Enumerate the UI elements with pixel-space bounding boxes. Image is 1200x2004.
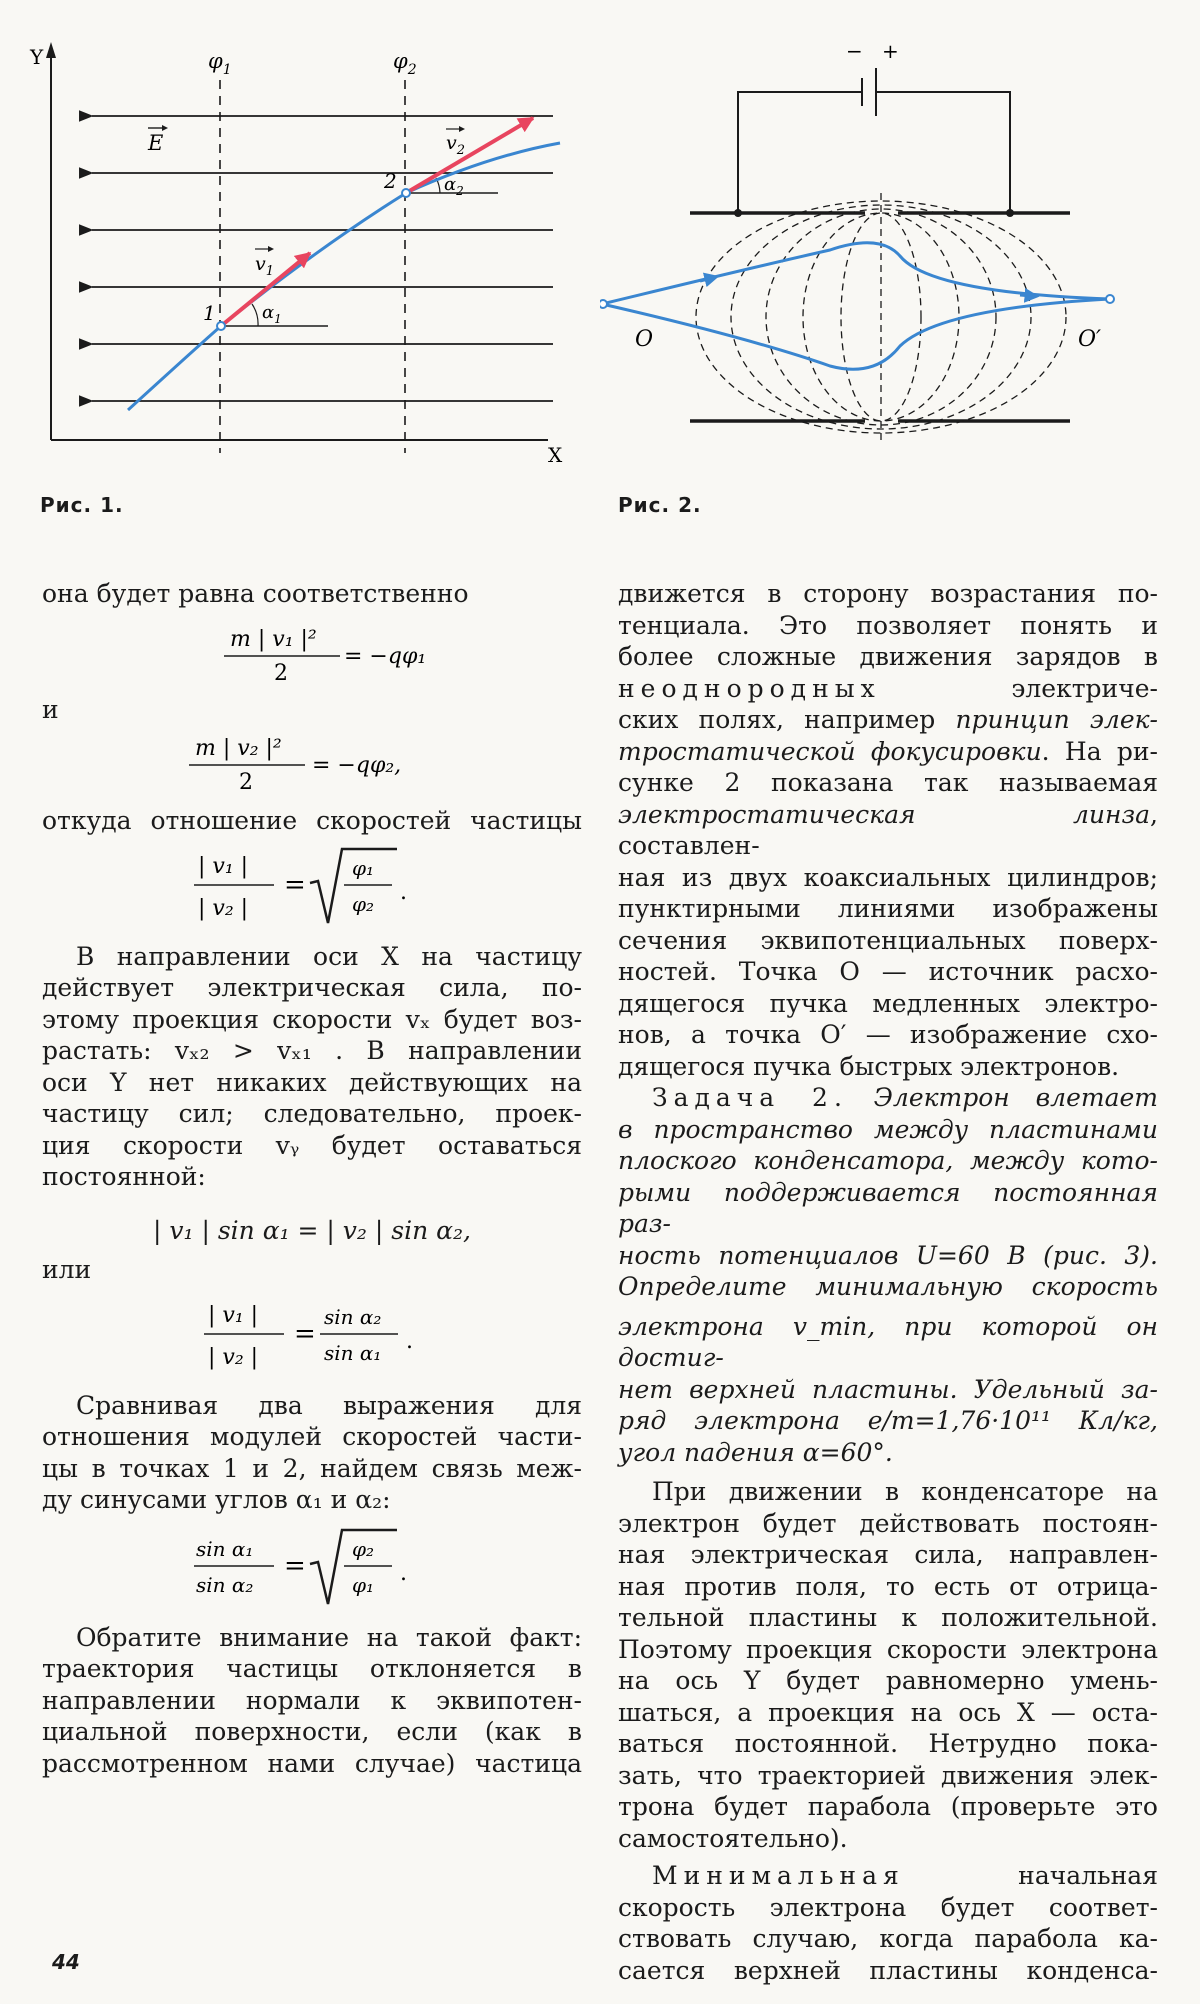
svg-text:1: 1 xyxy=(203,301,216,325)
text-line: неоднородных электриче- xyxy=(618,673,1158,703)
alpha2-label: $\alpha_2$ xyxy=(444,174,464,198)
svg-text:v2: $v_2$ xyxy=(446,132,466,158)
equipotential-surfaces xyxy=(696,193,1066,441)
svg-text:| v₂ |: | v₂ | xyxy=(198,895,249,921)
svg-text:| v₁ |: | v₁ | xyxy=(208,1302,259,1328)
text-line: Определите минимальную скорость xyxy=(618,1272,1158,1301)
svg-text:=: = xyxy=(284,1550,306,1581)
text-line: циальной поверхности, если (как в xyxy=(42,1717,582,1746)
text-line: электрона v_min, при которой он достиг- xyxy=(618,1311,1158,1372)
text-line: цы в точках 1 и 2, найдем связь меж- xyxy=(42,1453,582,1483)
text-line: постоянной: xyxy=(42,1162,206,1191)
text-line: ряд электрона e/m=1,76·10¹¹ Кл/кг, xyxy=(618,1406,1158,1435)
source-point xyxy=(600,300,607,308)
text-line: электростатическая линза, составлен- xyxy=(618,799,1158,860)
svg-text:m | v₂ |²: m | v₂ |² xyxy=(195,736,282,761)
text-line: трона будет парабола (проверьте это xyxy=(618,1792,1158,1821)
equation-2 xyxy=(187,727,437,799)
x-axis-label: X xyxy=(548,443,563,467)
text-line: откуда отношение скоростей частицы xyxy=(42,806,582,835)
right-column xyxy=(618,578,1158,1986)
text-line: сунке 2 показана так называемая xyxy=(618,768,1158,797)
text-line: этому проекция скорости vₓ будет воз- xyxy=(42,1004,582,1034)
battery-circuit xyxy=(738,68,1010,213)
text-line: ду синусами углов α₁ и α₂: xyxy=(42,1485,391,1514)
text-line: отношения модулей скоростей части- xyxy=(42,1422,582,1451)
text-line: оси Y нет никаких действующих на xyxy=(42,1067,582,1097)
point-1 xyxy=(217,322,225,330)
text-line: более сложные движения зарядов в xyxy=(618,642,1158,671)
svg-text:= −qφ₂,: = −qφ₂, xyxy=(312,753,402,778)
field-vector-label xyxy=(147,125,168,155)
text-line: Минимальная начальная xyxy=(652,1861,1158,1890)
figure-1-caption: Рис. 1. xyxy=(40,493,124,517)
alpha1-label: $\alpha_1$ xyxy=(262,302,282,326)
figure-1-field-trajectory xyxy=(28,28,588,468)
text-line: ских полях, например принцип элек- xyxy=(618,705,1159,734)
text-line: ная из двух коаксиальных цилиндров; xyxy=(618,862,1158,892)
image-label: O′ xyxy=(1078,327,1102,352)
equation-1 xyxy=(222,618,442,690)
svg-text:sin α₂: sin α₂ xyxy=(196,1572,254,1597)
phi2-label: $\varphi_2$ xyxy=(393,49,417,78)
text-line: ваться постоянной. Нетрудно пока- xyxy=(618,1729,1158,1758)
text-line: зать, что траекторией движения элек- xyxy=(618,1760,1158,1790)
svg-text:2: 2 xyxy=(384,169,397,193)
task-heading: Задача 2. Электрон влетает xyxy=(652,1083,1158,1112)
text-line: шаться, а проекция на ось X — оста- xyxy=(618,1697,1158,1727)
text-line: ностей. Точка O — источник расхо- xyxy=(618,957,1158,986)
spaced-word: неоднородных xyxy=(618,673,881,703)
text-line: плоского конденсатора, между кото- xyxy=(618,1146,1158,1175)
point-2 xyxy=(402,189,410,197)
svg-text:.: . xyxy=(400,1560,407,1586)
equation-6 xyxy=(192,1522,442,1612)
text-line: на ось Y будет равномерно умень- xyxy=(618,1666,1158,1695)
svg-text:2: 2 xyxy=(274,660,288,686)
equation-3 xyxy=(192,841,422,931)
text-line: рассмотренном нами случае) частица xyxy=(42,1748,582,1778)
velocity-v2-arrow xyxy=(406,118,533,193)
field-lines xyxy=(92,116,553,401)
text-line: ная против поля, то есть от отрица- xyxy=(618,1571,1158,1601)
equation-5 xyxy=(202,1290,432,1380)
text-line: ность потенциалов U=60 В (рис. 3). xyxy=(618,1240,1158,1270)
svg-text:φ₁: φ₁ xyxy=(352,855,375,880)
text-line: скорость электрона будет соответ- xyxy=(618,1892,1158,1922)
text-line: растать: vₓ₂ > vₓ₁ . В направлении xyxy=(42,1036,582,1065)
text-line: или xyxy=(42,1255,92,1284)
text-line: частицу сил; следовательно, проек- xyxy=(42,1099,582,1128)
text-line: сечения эквипотенциальных поверх- xyxy=(618,925,1158,955)
text-line: Сравнивая два выражения для xyxy=(76,1390,582,1420)
figure-2-electrostatic-lens xyxy=(600,28,1160,468)
equation-4: | v₁ | sin α₁ = | v₂ | sin α₂, xyxy=(152,1215,471,1245)
svg-text:2: 2 xyxy=(239,770,253,795)
svg-text:=: = xyxy=(284,869,306,900)
svg-text:=: = xyxy=(294,1318,316,1349)
text-line: При движении в конденсаторе на xyxy=(652,1477,1158,1506)
svg-text:φ₁: φ₁ xyxy=(352,1572,375,1597)
text-line: и xyxy=(42,694,59,724)
text-line: самостоятельно). xyxy=(618,1823,848,1853)
svg-text:.: . xyxy=(406,1328,413,1354)
figure-2-caption: Рис. 2. xyxy=(618,493,702,517)
svg-text:sin α₂: sin α₂ xyxy=(324,1304,382,1329)
text-line: она будет равна соответственно xyxy=(42,579,469,608)
svg-text:| v₁ |: | v₁ | xyxy=(198,853,249,879)
spaced-word: Минимальная xyxy=(652,1861,905,1890)
text-line: ная электрическая сила, направлен- xyxy=(618,1540,1158,1569)
text-line: траектория частицы отклоняется в xyxy=(42,1654,582,1683)
text-line: нет верхней пластины. Удельный за- xyxy=(618,1374,1158,1404)
text-line: нов, а точка O′ — изображение схо- xyxy=(618,1020,1158,1049)
text-line: угол падения α=60°. xyxy=(618,1437,893,1467)
text-line: движется в сторону возрастания по- xyxy=(618,579,1158,608)
text-line: действует электрическая сила, по- xyxy=(42,973,582,1002)
text-line: пунктирными линиями изображены xyxy=(618,894,1158,923)
text-line: Поэтому проекция скорости электрона xyxy=(618,1634,1158,1664)
text-line: ция скорости vᵧ будет оставаться xyxy=(42,1130,582,1160)
svg-text:.: . xyxy=(400,879,407,905)
svg-text:sin α₁: sin α₁ xyxy=(324,1340,382,1365)
phi1-label: $\varphi_1$ xyxy=(208,49,232,78)
text-line: тенциала. Это позволяет понять и xyxy=(618,610,1158,640)
svg-text:m | v₁ |²: m | v₁ |² xyxy=(230,626,317,652)
v1-label xyxy=(255,246,274,279)
svg-text:= −qφ₁: = −qφ₁ xyxy=(344,643,427,669)
text-line: ствовать случаю, когда парабола ка- xyxy=(618,1924,1158,1953)
text-line: в пространство между пластинами xyxy=(618,1114,1158,1144)
text-line: Обратите внимание на такой факт: xyxy=(76,1622,582,1652)
svg-text:v1: $v_1$ xyxy=(255,253,275,279)
text-line: направлении нормали к эквипотен- xyxy=(42,1685,582,1715)
svg-text:| v₂ |: | v₂ | xyxy=(208,1344,259,1370)
text-line: рыми поддерживается постоянная раз- xyxy=(618,1177,1158,1238)
v2-label xyxy=(446,126,465,158)
text-line: дящегося пучка медленных электро- xyxy=(618,988,1158,1018)
battery-minus: − xyxy=(846,39,863,63)
left-column xyxy=(42,578,582,1779)
text-line: тельной пластины к положительной. xyxy=(618,1603,1158,1632)
text-line: В направлении оси X на частицу xyxy=(76,941,582,971)
text-line: тростатической фокусировки. На ри- xyxy=(618,736,1158,766)
electron-beam xyxy=(602,243,1110,369)
svg-text:E: E xyxy=(148,131,164,155)
particle-trajectory xyxy=(128,143,560,410)
battery-plus: + xyxy=(882,39,899,63)
text-line: сается верхней пластины конденса- xyxy=(618,1955,1158,1985)
svg-text:φ₂: φ₂ xyxy=(352,891,375,916)
image-point xyxy=(1106,295,1114,303)
y-axis-label: Y xyxy=(30,45,44,69)
source-label: O xyxy=(635,327,654,352)
text-line: электрон будет действовать постоян- xyxy=(618,1508,1158,1538)
svg-text:φ₂: φ₂ xyxy=(352,1536,375,1561)
text-line: дящегося пучка быстрых электронов. xyxy=(618,1051,1120,1081)
svg-text:sin α₁: sin α₁ xyxy=(196,1536,254,1561)
page-number: 44 xyxy=(52,1950,80,1974)
